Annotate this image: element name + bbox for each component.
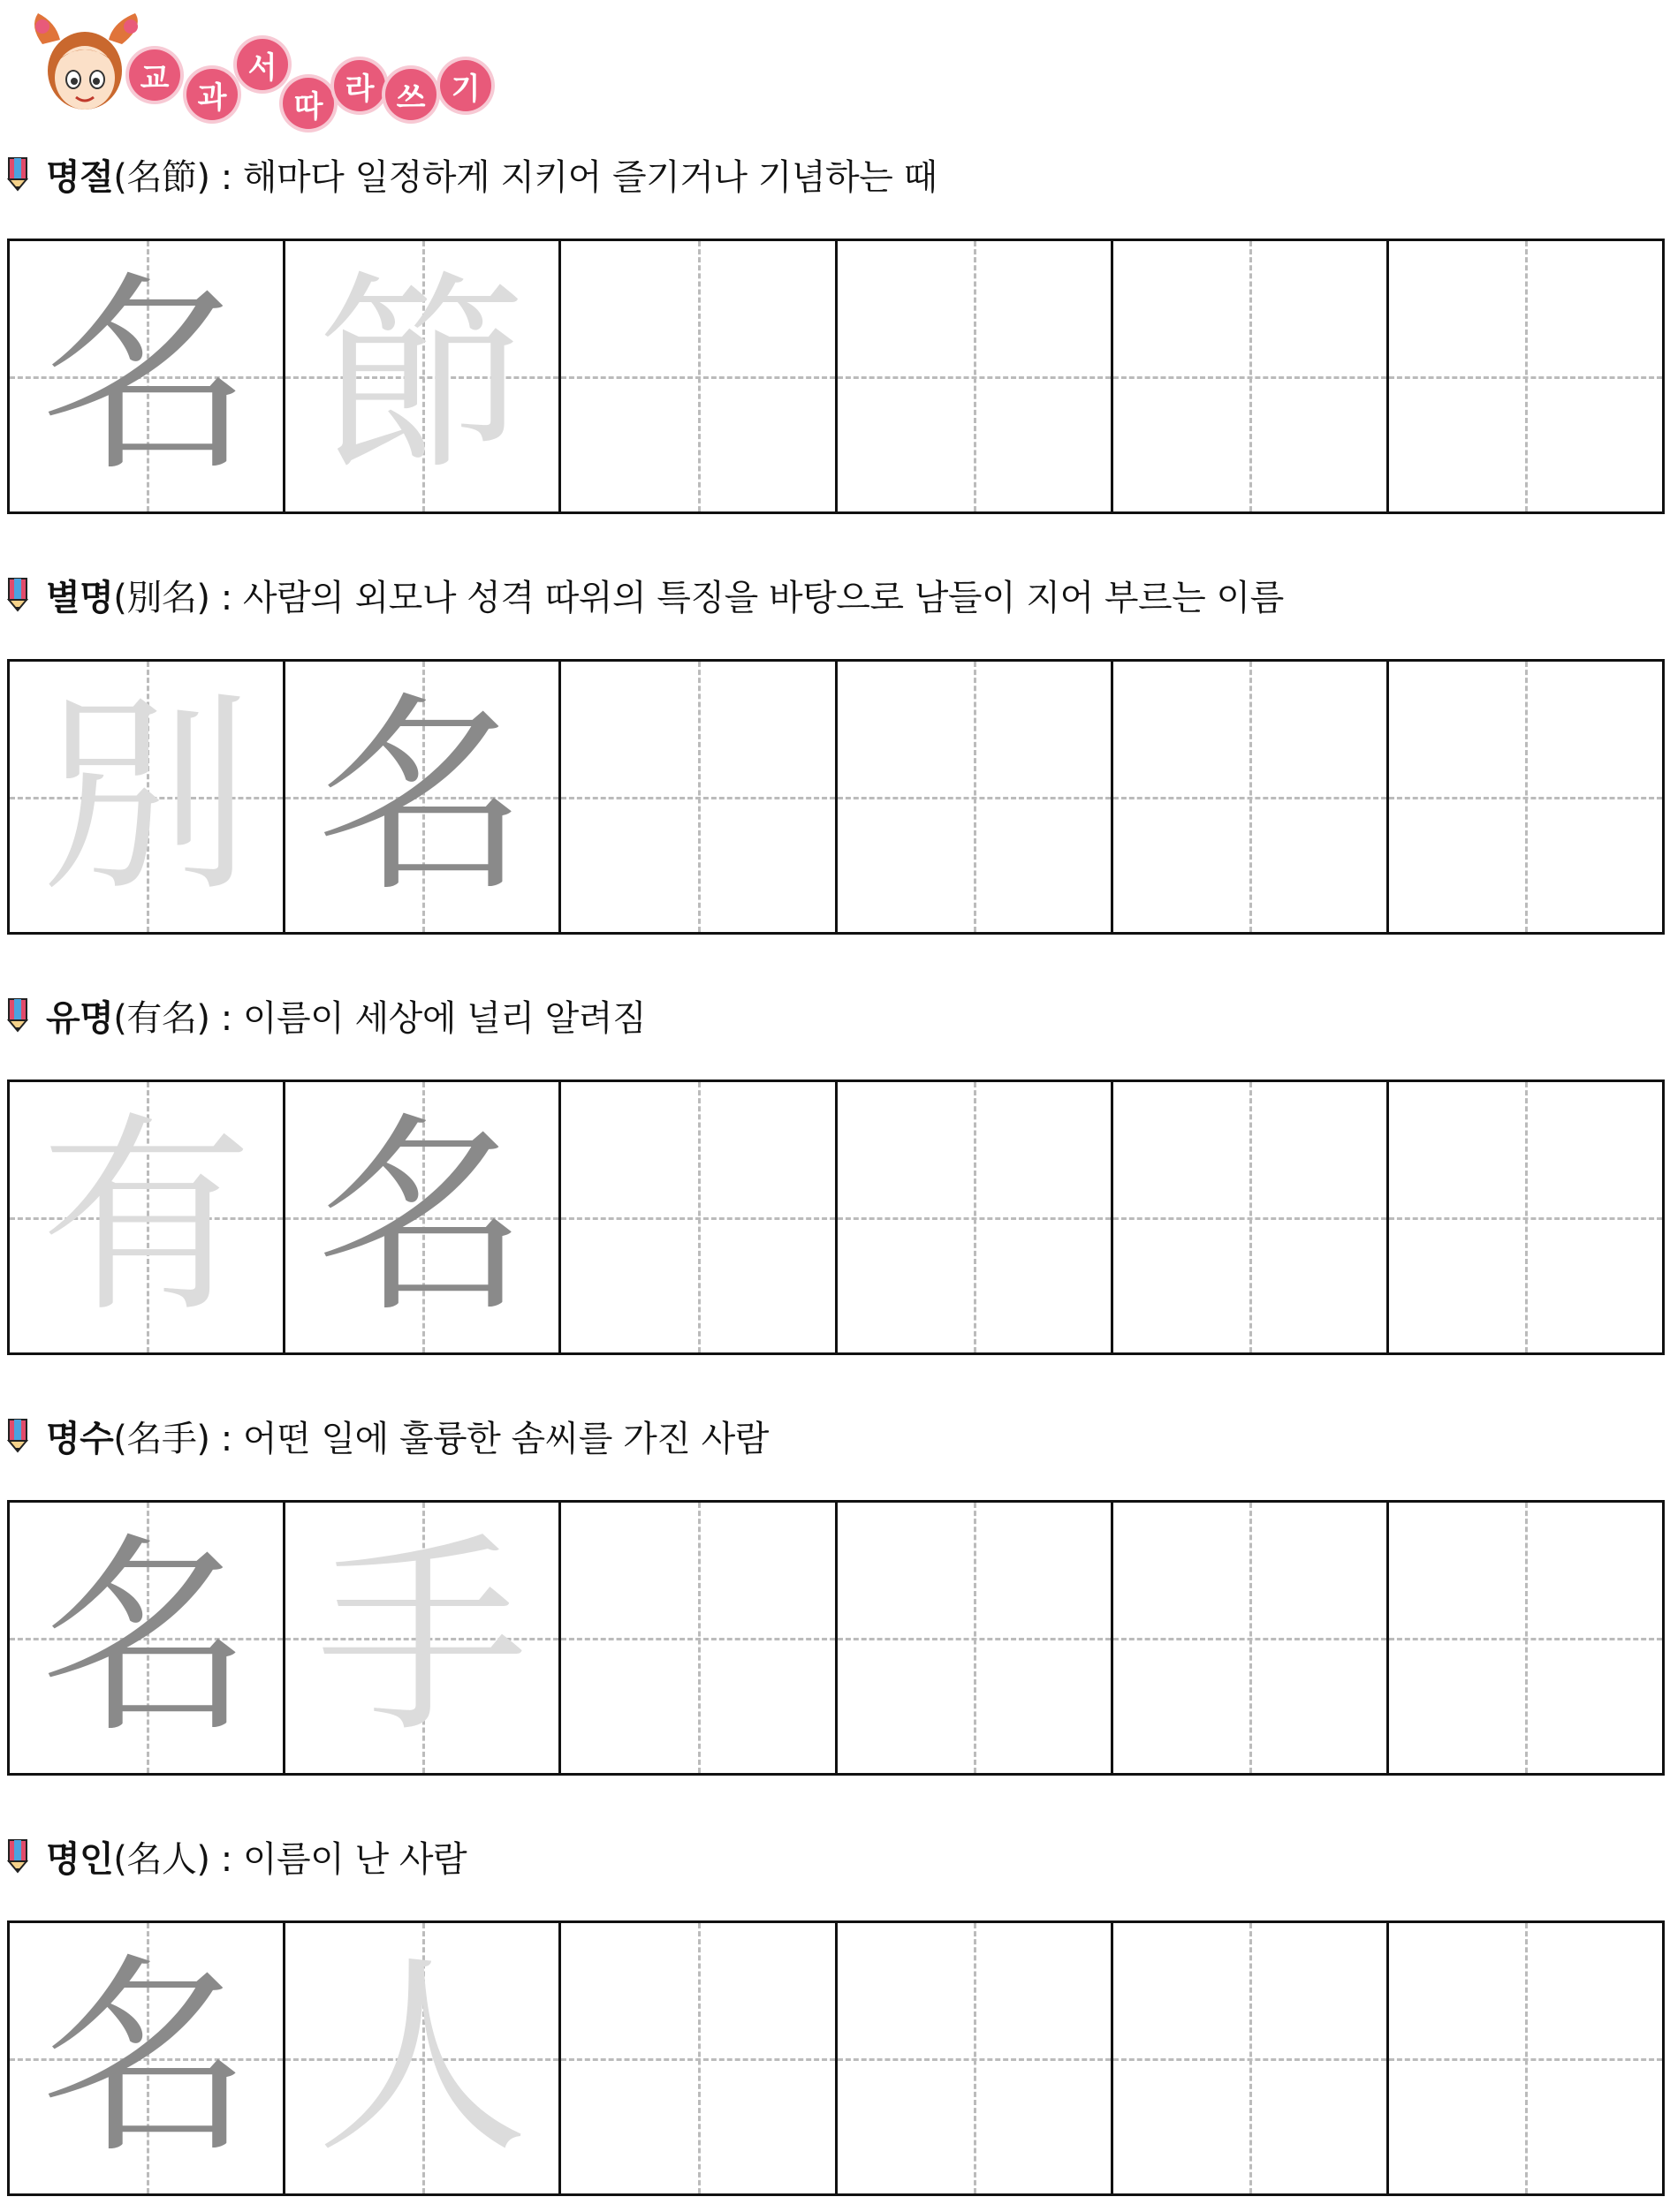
pencil-icon (7, 997, 28, 1033)
word-heading (7, 1413, 769, 1458)
hanja-word: 名人 (126, 1838, 197, 1880)
trace-cell (10, 1082, 285, 1352)
trace-character: 別 (40, 673, 253, 920)
blank-practice-cell[interactable] (838, 241, 1113, 511)
trace-character: 名 (315, 1094, 528, 1341)
logo-letter: 따 (283, 78, 334, 129)
trace-cell (285, 1082, 561, 1352)
writing-grid (7, 1920, 1665, 2196)
blank-practice-cell[interactable] (1113, 1082, 1389, 1352)
trace-character: 名 (40, 253, 253, 500)
blank-practice-cell[interactable] (561, 241, 837, 511)
word-meaning: 어떤 일에 훌륭한 솜씨를 가진 사람 (242, 1418, 769, 1459)
word-definition: 명수(名手) : 어떤 일에 훌륭한 솜씨를 가진 사람 (46, 1418, 769, 1459)
hangul-word: 별명 (46, 577, 114, 618)
pencil-icon (7, 1838, 28, 1874)
logo-letter: 쓰 (385, 69, 436, 120)
trace-character: 節 (315, 253, 528, 500)
textbook-writing-logo (25, 9, 484, 125)
hangul-word: 명수 (46, 1418, 114, 1459)
word-heading (7, 572, 1284, 617)
trace-character: 名 (315, 673, 528, 920)
word-definition: 별명(別名) : 사람의 외모나 성격 따위의 특징을 바탕으로 남들이 지어 부르는 이름 (46, 577, 1284, 618)
girl-mascot-icon (25, 9, 148, 119)
logo-letter: 서 (237, 39, 288, 90)
word-definition: 명절(名節) : 해마다 일정하게 지키어 즐기거나 기념하는 때 (46, 156, 937, 198)
pencil-icon (7, 1418, 28, 1453)
trace-cell (10, 241, 285, 511)
hangul-word: 명인 (46, 1838, 114, 1880)
blank-practice-cell[interactable] (838, 1503, 1113, 1773)
blank-practice-cell[interactable] (1113, 241, 1389, 511)
trace-character: 名 (40, 1935, 253, 2182)
blank-practice-cell[interactable] (561, 1923, 837, 2193)
hanja-word: 別名 (126, 577, 197, 618)
trace-character: 有 (40, 1094, 253, 1341)
trace-cell (285, 241, 561, 511)
hanja-word: 名節 (126, 156, 197, 198)
blank-practice-cell[interactable] (1389, 241, 1662, 511)
word-definition: 명인(名人) : 이름이 난 사람 (46, 1838, 467, 1880)
hanja-word: 有名 (126, 997, 197, 1039)
blank-practice-cell[interactable] (561, 1503, 837, 1773)
logo-letter: 과 (186, 69, 238, 120)
blank-practice-cell[interactable] (1389, 1082, 1662, 1352)
hangul-word: 명절 (46, 156, 114, 198)
word-meaning: 해마다 일정하게 지키어 즐기거나 기념하는 때 (242, 156, 937, 198)
hangul-word: 유명 (46, 997, 114, 1039)
blank-practice-cell[interactable] (1113, 1923, 1389, 2193)
logo-letter: 기 (440, 60, 491, 111)
blank-practice-cell[interactable] (561, 662, 837, 932)
word-heading (7, 993, 646, 1037)
blank-practice-cell[interactable] (838, 662, 1113, 932)
blank-practice-cell[interactable] (838, 1082, 1113, 1352)
writing-grid (7, 1500, 1665, 1776)
writing-grid (7, 1079, 1665, 1355)
trace-character: 人 (315, 1935, 528, 2182)
logo-letter: 라 (334, 60, 385, 111)
blank-practice-cell[interactable] (1389, 662, 1662, 932)
trace-cell (10, 662, 285, 932)
blank-practice-cell[interactable] (1113, 662, 1389, 932)
word-meaning: 사람의 외모나 성격 따위의 특징을 바탕으로 남들이 지어 부르는 이름 (242, 577, 1284, 618)
trace-cell (10, 1923, 285, 2193)
trace-character: 手 (315, 1514, 528, 1761)
word-heading (7, 152, 937, 196)
word-meaning: 이름이 난 사람 (242, 1838, 467, 1880)
blank-practice-cell[interactable] (1389, 1503, 1662, 1773)
word-definition: 유명(有名) : 이름이 세상에 널리 알려짐 (46, 997, 647, 1039)
pencil-icon (7, 577, 28, 612)
logo-letter: 교 (129, 49, 180, 101)
word-meaning: 이름이 세상에 널리 알려짐 (242, 997, 647, 1039)
blank-practice-cell[interactable] (561, 1082, 837, 1352)
trace-cell (285, 1923, 561, 2193)
trace-cell (10, 1503, 285, 1773)
writing-grid (7, 239, 1665, 514)
blank-practice-cell[interactable] (1113, 1503, 1389, 1773)
trace-cell (285, 1503, 561, 1773)
word-heading (7, 1834, 467, 1878)
blank-practice-cell[interactable] (838, 1923, 1113, 2193)
hanja-word: 名手 (126, 1418, 197, 1459)
pencil-icon (7, 156, 28, 192)
blank-practice-cell[interactable] (1389, 1923, 1662, 2193)
trace-cell (285, 662, 561, 932)
writing-grid (7, 659, 1665, 935)
trace-character: 名 (40, 1514, 253, 1761)
